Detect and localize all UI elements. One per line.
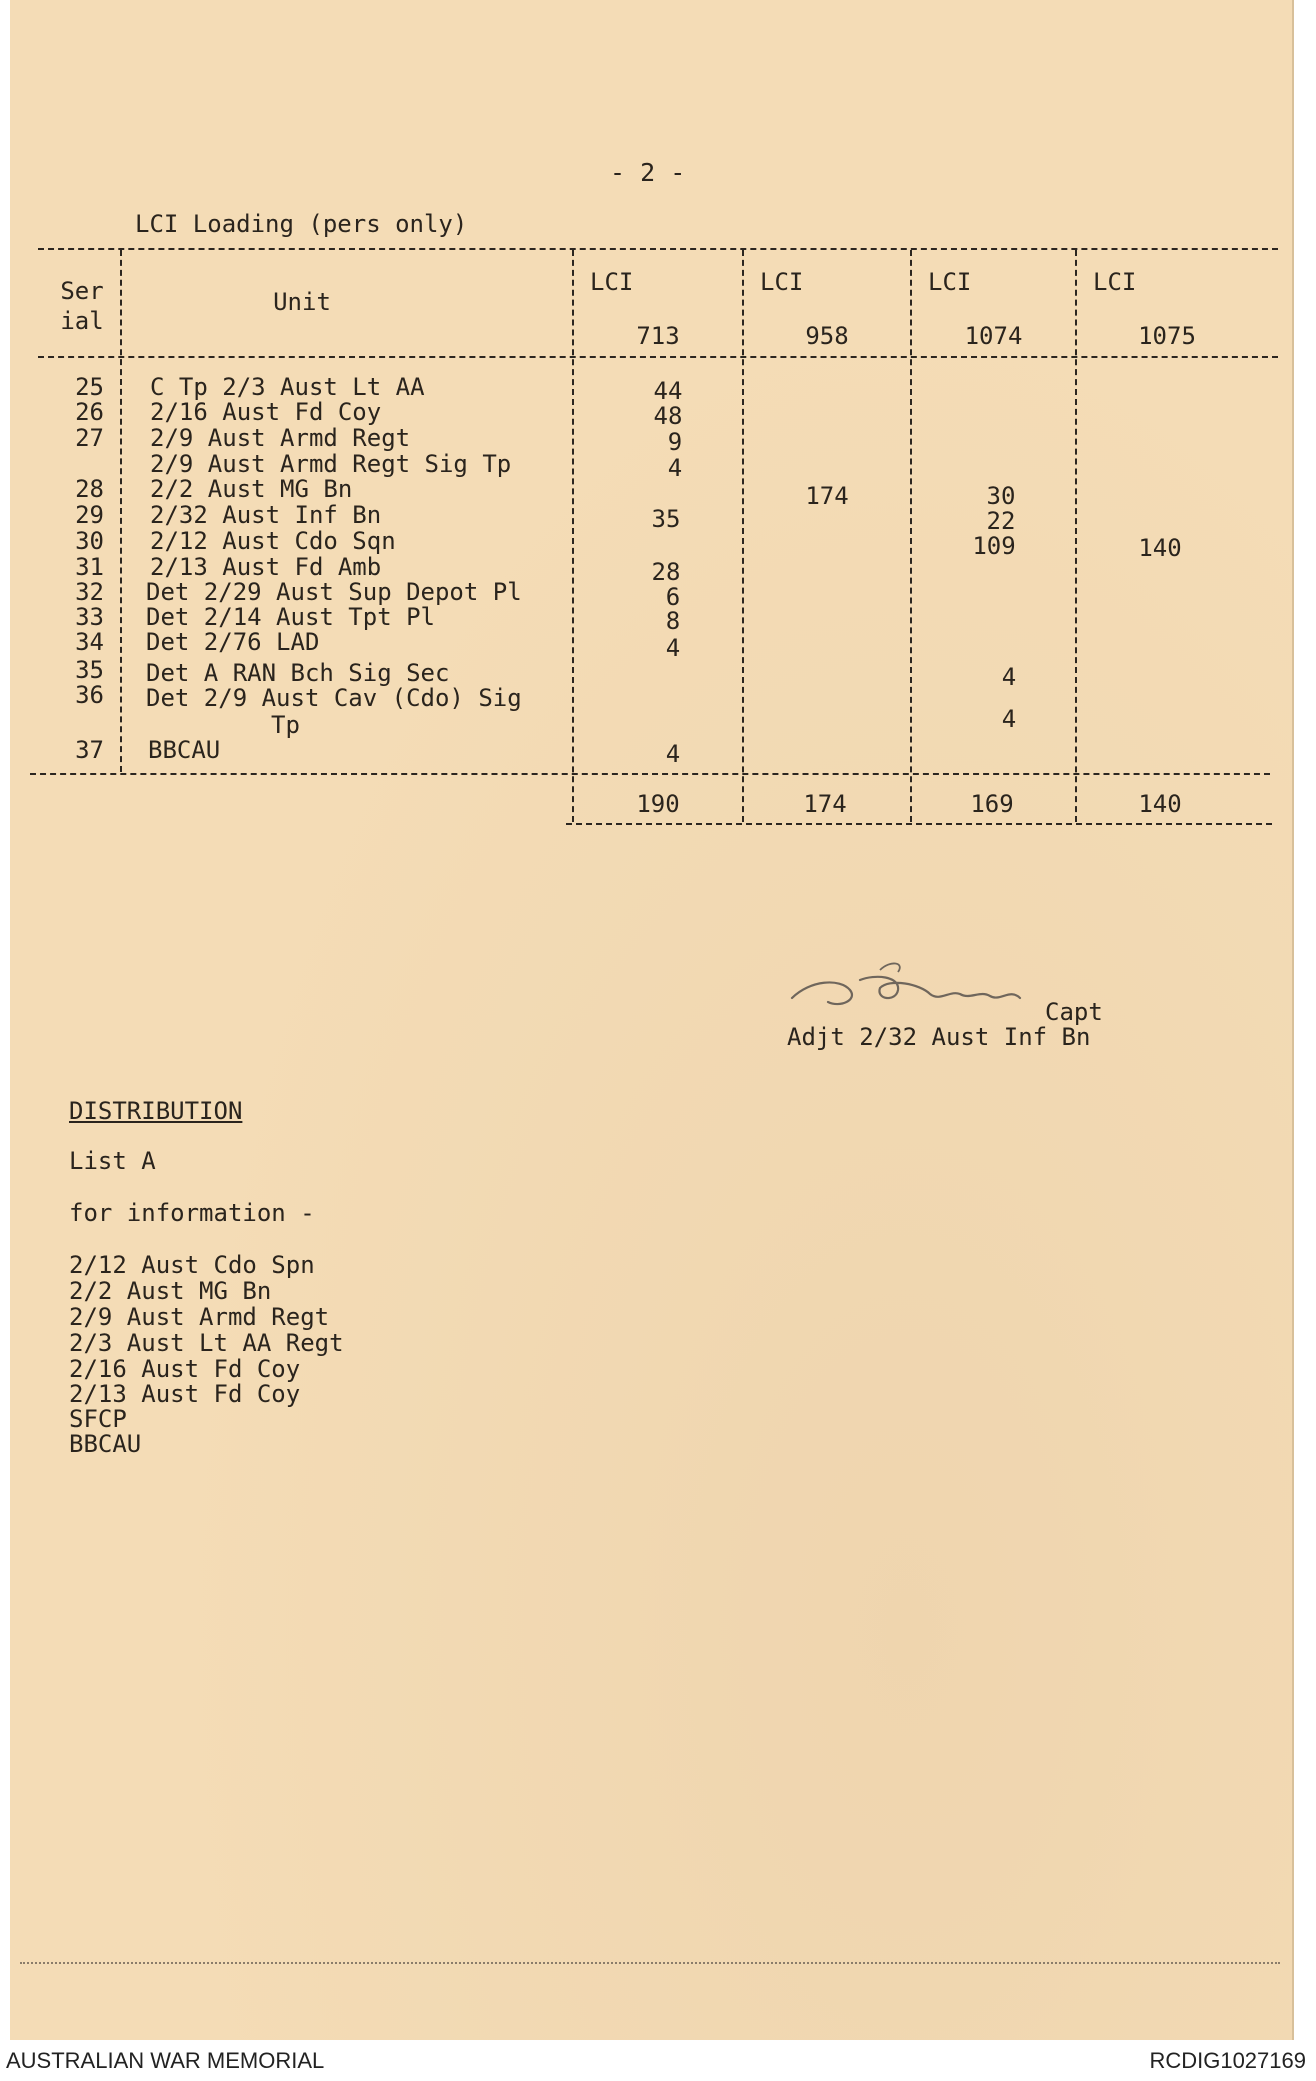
bottom-dotted-line (20, 1962, 1280, 1964)
row-serial: 27 (75, 424, 104, 452)
distribution-heading: DISTRIBUTION (69, 1097, 243, 1125)
lci-713-header (574, 268, 742, 348)
distribution-recipient: SFCP (69, 1405, 127, 1433)
row-serial: 35 (75, 656, 104, 684)
row-value: 30 (986, 482, 1016, 510)
lci-number: 1075 (1138, 322, 1196, 350)
row-unit: Det A RAN Bch Sig Sec (146, 659, 450, 687)
row-unit-continued: Tp (271, 711, 300, 739)
table-top-rule (38, 248, 1278, 250)
row-value: 4 (1001, 663, 1017, 691)
row-serial: 34 (75, 628, 104, 656)
row-value: 48 (653, 402, 683, 430)
row-value: 44 (653, 377, 683, 405)
body-bottom-rule (30, 773, 1270, 775)
row-unit: 2/12 Aust Cdo Sqn (150, 527, 396, 555)
row-value: 6 (665, 583, 681, 611)
distribution-for-info: for information - (69, 1199, 315, 1227)
row-serial: 31 (75, 553, 104, 581)
row-serial: 26 (75, 398, 104, 426)
row-unit: 2/2 Aust MG Bn (150, 475, 353, 503)
distribution-recipient: 2/12 Aust Cdo Spn (69, 1251, 315, 1279)
distribution-list: List A (69, 1147, 156, 1175)
archive-reference: RCDIG1027169 (1149, 2048, 1306, 2073)
totals-bottom-rule (566, 823, 1272, 825)
distribution-recipient: 2/16 Aust Fd Coy (69, 1355, 301, 1383)
row-value: 174 (805, 482, 849, 510)
row-unit: 2/16 Aust Fd Coy (150, 398, 382, 426)
lci-label: LCI (928, 268, 972, 296)
row-unit: Det 2/76 LAD (146, 628, 320, 656)
archive-footer (0, 2040, 1316, 2081)
signature-rank: Capt (1045, 998, 1103, 1026)
row-value: 28 (651, 558, 681, 586)
distribution-recipient: 2/9 Aust Armd Regt (69, 1303, 330, 1331)
document-title: LCI Loading (pers only) (135, 210, 468, 238)
lci-number: 713 (636, 322, 680, 350)
archive-name: AUSTRALIAN WAR MEMORIAL (6, 2048, 325, 2073)
row-value: 4 (667, 454, 683, 482)
row-unit: BBCAU (148, 736, 221, 764)
signature-appointment: Adjt 2/32 Aust Inf Bn (787, 1023, 1091, 1051)
row-unit: Det 2/14 Aust Tpt Pl (146, 603, 435, 631)
row-value: 4 (665, 740, 681, 768)
row-serial: 29 (75, 501, 104, 529)
lci-label: LCI (760, 268, 804, 296)
row-serial: 33 (75, 603, 104, 631)
lci-label: LCI (1093, 268, 1137, 296)
row-value: 8 (665, 607, 681, 635)
distribution-recipient: BBCAU (69, 1430, 142, 1458)
row-value: 35 (651, 505, 681, 533)
row-serial: 25 (75, 373, 104, 401)
total-1074: 169 (970, 790, 1014, 818)
header-bottom-rule (38, 356, 1278, 358)
distribution-recipient: 2/13 Aust Fd Coy (69, 1380, 301, 1408)
row-unit: 2/9 Aust Armd Regt (150, 424, 411, 452)
row-value: 4 (1001, 705, 1017, 733)
row-unit: 2/9 Aust Armd Regt Sig Tp (150, 450, 512, 478)
distribution-recipient: 2/3 Aust Lt AA Regt (69, 1329, 344, 1357)
row-serial: 36 (75, 681, 104, 709)
row-serial: 32 (75, 578, 104, 606)
row-value: 109 (972, 532, 1016, 560)
row-unit: Det 2/29 Aust Sup Depot Pl (146, 578, 522, 606)
distribution-recipient: 2/2 Aust MG Bn (69, 1277, 272, 1305)
serial-header: Ser ial (60, 277, 104, 335)
row-value: 9 (667, 428, 683, 456)
lci-1075-header (1077, 268, 1257, 348)
row-serial: 30 (75, 527, 104, 555)
lci-number: 1074 (964, 322, 1023, 350)
row-serial: 37 (75, 736, 104, 764)
total-958: 174 (803, 790, 847, 818)
lci-number: 958 (805, 322, 849, 350)
row-unit: 2/32 Aust Inf Bn (150, 501, 382, 529)
total-1075: 140 (1138, 790, 1182, 818)
page-number: - 2 - (610, 158, 686, 187)
row-unit: C Tp 2/3 Aust Lt AA (150, 373, 425, 401)
row-value: 4 (665, 634, 681, 662)
row-unit: 2/13 Aust Fd Amb (150, 553, 382, 581)
row-value: 22 (986, 507, 1016, 535)
unit-header: Unit (273, 288, 331, 316)
lci-label: LCI (590, 268, 634, 296)
total-713: 190 (636, 790, 680, 818)
row-unit: Det 2/9 Aust Cav (Cdo) Sig (146, 684, 522, 712)
lci-958-header (744, 268, 910, 348)
lci-1074-header (912, 268, 1075, 348)
row-value: 140 (1138, 534, 1182, 562)
row-serial: 28 (75, 475, 104, 503)
